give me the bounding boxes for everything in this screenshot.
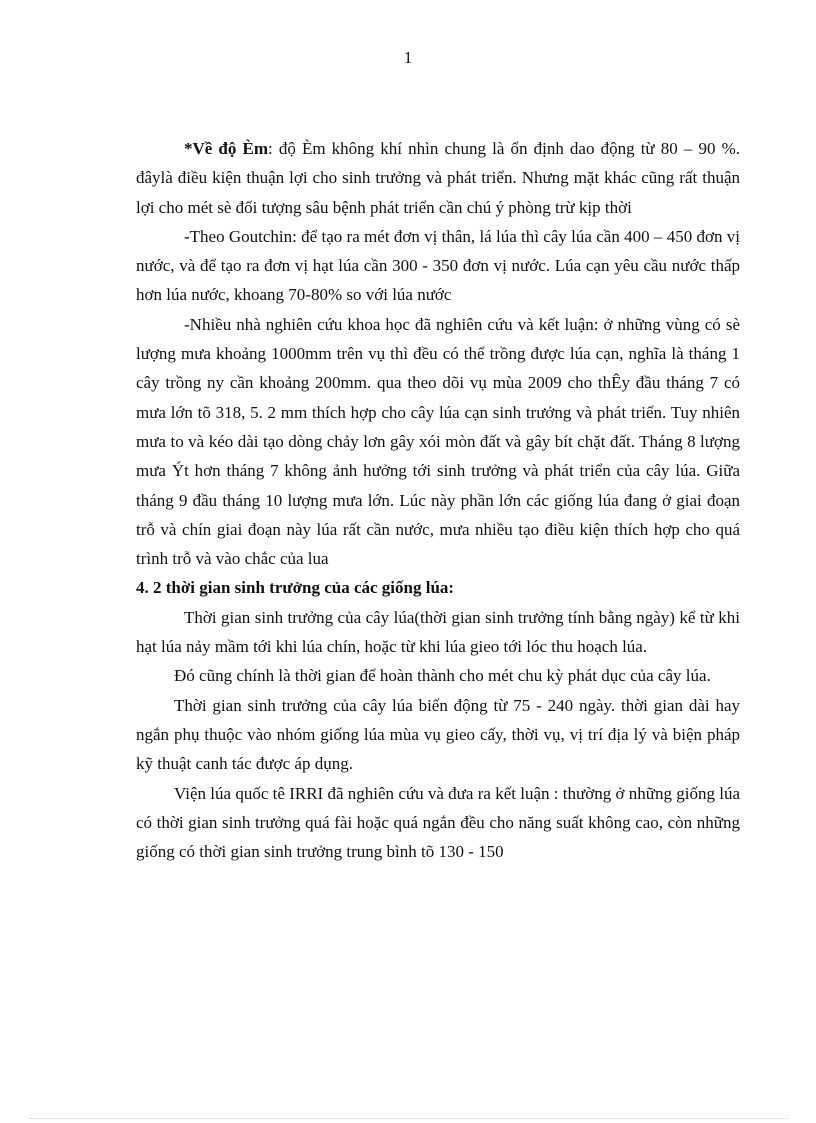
humidity-paragraph [136, 134, 740, 222]
section-heading: 4. 2 thời gian sinh trưởng của các giống lúa: [136, 578, 455, 598]
humidity-label: *Về độ Èm [184, 139, 268, 158]
page-number: 1 [403, 48, 413, 67]
research-paragraph: -Nhiều nhà nghiên cứu khoa học đã nghiên cứu và kết luận: ở những vùng có sè lượng mưa khoảng 1000mm trên vụ thì đều có thể trồng được lúa cạn, nghĩa là tháng 1 cây trồng ny cần khoảng 200mm. qua theo dõi vụ mùa 2009 cho thÊy đầu tháng 7 có mưa lớn tõ 318, 5. 2 mm thích hợp cho cây lúa cạn sinh trưởng và phát triển. Tuy nhiên mưa to và kéo dài tạo dòng chảy lơn gây xói mòn đất và gây bít chặt đất. Tháng 8 lượng mưa Ýt hơn tháng 7 không ảnh hưởng tới sinh trưởng và phát triển của cây lúa. Giữa tháng 9 đầu tháng 10 lượng mưa lớn. Lúc này phần lớn các giống lúa đang ở giai đoạn trỗ và chín giai đoạn này lúa rất cần nước, mưa nhiều tạo điều kiện thích hợp cho quá trình trỗ và vào chắc của lua [136, 314, 740, 569]
growth-time-paragraph: Thời gian sinh trưởng của cây lúa(thời gian sinh trưởng tính bằng ngày) kể từ khi hạt lúa nảy mầm tới khi lúa chín, hoặc từ khi lúa gieo tới lóc thu hoạch lúa. [136, 607, 740, 657]
irri-paragraph: Viện lúa quốc tê IRRI đã nghiên cứu và đưa ra kết luận : thường ở những giống lúa có thời gian sinh trưởng quá fài hoặc quá ngắn đều cho năng suất không cao, còn những giống có thời gian sinh trưởng trung bình tõ 130 - 150 [136, 783, 740, 862]
footer-divider [28, 1118, 788, 1119]
variation-paragraph: Thời gian sinh trưởng của cây lúa biến động từ 75 - 240 ngày. thời gian dài hay ngắn phụ thuộc vào nhóm giống lúa mùa vụ gieo cấy, thời vụ, vị trí địa lý và biện pháp kỹ thuật canh tác được áp dụng. [136, 695, 740, 774]
document-body [136, 134, 740, 866]
goutchin-paragraph: -Theo Goutchin: để tạo ra mét đơn vị thân, lá lúa thì cây lúa cần 400 – 450 đơn vị nước, và để tạo ra đơn vị hạt lúa cần 300 - 350 đơn vị nước. Lúa cạn yêu cầu nước thấp hơn lúa nước, khoang 70-80% so với lúa nước [136, 226, 740, 305]
cycle-paragraph: Đó cũng chính là thời gian để hoàn thành cho mét chu kỳ phát dục của cây lúa. [174, 666, 711, 686]
humidity-text: : độ Èm không khí nhìn chung là ổn định dao động từ 80 – 90 %. đâylà điều kiện thuận lợi cho sinh trưởng và phát triển. Nhưng mặt khác cũng rất thuận lợi cho mét sè đối tượng sâu bệnh phát triển cần chú ý phòng trừ kịp thời [136, 139, 740, 217]
